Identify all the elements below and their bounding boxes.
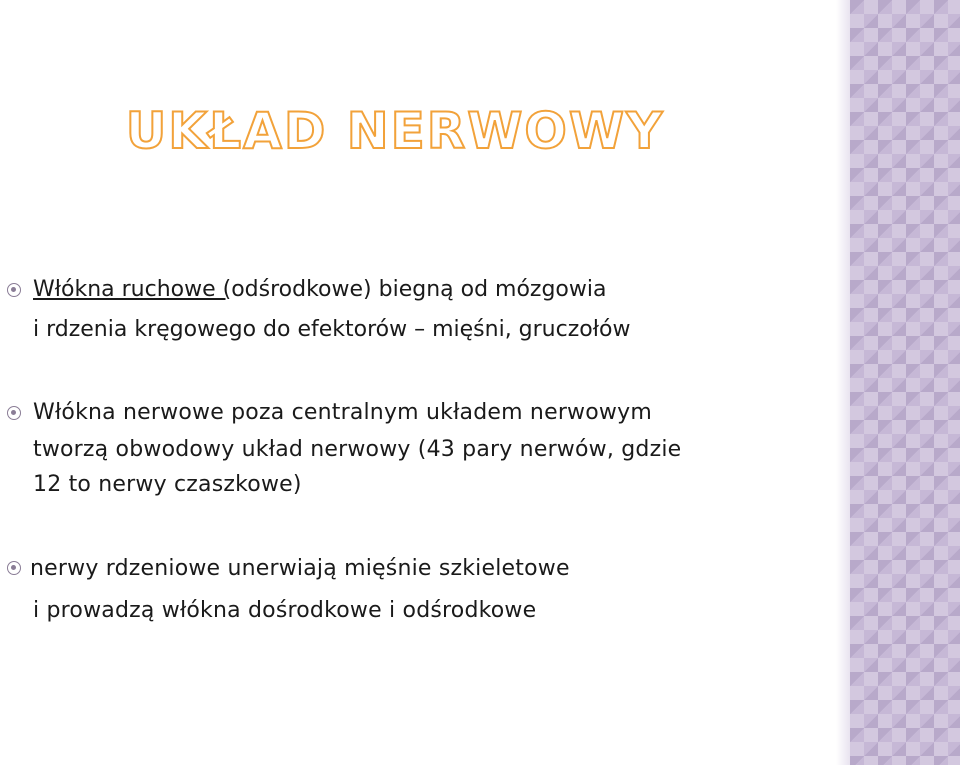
bullet-2-line-1: Włókna nerwowe poza centralnym układem nerwowym <box>33 400 652 425</box>
bullet-marker-icon <box>7 406 21 420</box>
bullet-3-line-2: i prowadzą włókna dośrodkowe i odśrodkowe <box>33 598 537 623</box>
bullet-1-line-2: i rdzenia kręgowego do efektorów – mięśni, gruczołów <box>33 317 631 342</box>
bullet-1-line-1 <box>33 276 606 304</box>
bullet-1-line-1-underlined: Włókna ruchowe ( <box>33 277 232 302</box>
bullet-marker-icon <box>7 561 21 575</box>
bullet-marker-icon <box>7 283 21 297</box>
bullet-3-line-1: nerwy rdzeniowe unerwiają mięśnie szkieletowe <box>30 556 570 581</box>
decorative-side-panel <box>850 0 960 765</box>
slide-edge-shadow <box>836 0 850 765</box>
bullet-2-line-2: tworzą obwodowy układ nerwowy (43 pary nerwów, gdzie <box>33 437 682 462</box>
bullet-2-line-3: 12 to nerwy czaszkowe) <box>33 472 302 497</box>
bullet-1-line-1-rest: odśrodkowe) biegną od mózgowia <box>231 277 607 302</box>
slide-title: UKŁAD NERWOWY <box>125 102 665 160</box>
